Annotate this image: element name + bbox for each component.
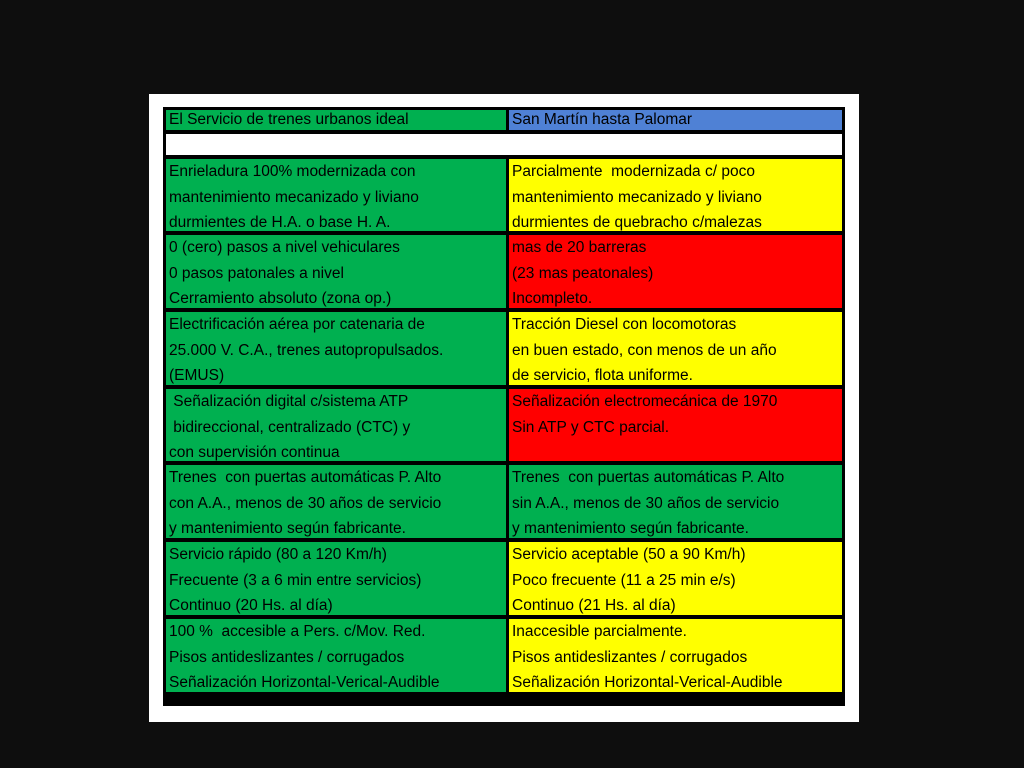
cell-text-line: Sin ATP y CTC parcial. bbox=[512, 418, 670, 436]
cell-text-line: Electrificación aérea por catenaria de bbox=[169, 316, 425, 333]
cell-text-line: de servicio, flota uniforme. bbox=[512, 367, 693, 385]
table-cell-right bbox=[509, 389, 842, 461]
table-cell-left bbox=[166, 619, 506, 692]
table-cell-right bbox=[509, 542, 842, 615]
cell-text-line: mantenimiento mecanizado y liviano bbox=[169, 188, 419, 206]
blank-row bbox=[166, 134, 842, 155]
table-cell-left bbox=[166, 542, 506, 615]
header-ideal-service: El Servicio de trenes urbanos ideal bbox=[166, 110, 506, 130]
table-cell-right bbox=[509, 619, 842, 692]
cell-text-line: 0 pasos patonales a nivel bbox=[169, 264, 344, 282]
cell-text-line: Parcialmente modernizada c/ poco bbox=[512, 163, 755, 180]
table-cell-right bbox=[509, 159, 842, 231]
cell-text-line: en buen estado, con menos de un año bbox=[512, 341, 777, 359]
cell-text-line: Tracción Diesel con locomotoras bbox=[512, 316, 737, 333]
cell-text-line: Enrieladura 100% modernizada con bbox=[169, 163, 416, 180]
cell-text-line: Incompleto. bbox=[512, 290, 593, 308]
cell-text-line: con A.A., menos de 30 años de servicio bbox=[169, 494, 442, 512]
cell-text-line: Señalización digital c/sistema ATP bbox=[169, 393, 409, 410]
cell-text-line: y mantenimiento según fabricante. bbox=[169, 520, 406, 538]
table-cell-left bbox=[166, 465, 506, 538]
cell-text-line: Pisos antideslizantes / corrugados bbox=[512, 648, 748, 666]
cell-text-line: 25.000 V. C.A., trenes autopropulsados. bbox=[169, 341, 444, 359]
cell-text-line: Pisos antideslizantes / corrugados bbox=[169, 648, 405, 666]
cell-text-line: mas de 20 barreras bbox=[512, 239, 647, 256]
cell-text-line: Continuo (20 Hs. al día) bbox=[169, 597, 333, 615]
table-cell-left bbox=[166, 235, 506, 308]
header-san-martin: San Martín hasta Palomar bbox=[509, 110, 842, 130]
cell-text-line: Inaccesible parcialmente. bbox=[512, 623, 687, 640]
cell-text-line: durmientes de quebracho c/malezas bbox=[512, 214, 762, 231]
cell-text-line: y mantenimiento según fabricante. bbox=[512, 520, 749, 538]
cell-text-line: mantenimiento mecanizado y liviano bbox=[512, 188, 762, 206]
cell-text-line: (EMUS) bbox=[169, 367, 225, 385]
table-cell-left bbox=[166, 159, 506, 231]
cell-text-line: con supervisión continua bbox=[169, 444, 340, 461]
table-cell-right bbox=[509, 235, 842, 308]
cell-text-line: Continuo (21 Hs. al día) bbox=[512, 597, 676, 615]
cell-text-line: 0 (cero) pasos a nivel vehiculares bbox=[169, 239, 400, 256]
table-cell-left bbox=[166, 312, 506, 385]
cell-text-line: Trenes con puertas automáticas P. Alto bbox=[512, 469, 785, 486]
table-cell-right bbox=[509, 465, 842, 538]
table-cell-left bbox=[166, 389, 506, 461]
cell-text-line: Señalización electromecánica de 1970 bbox=[512, 393, 778, 410]
slide bbox=[149, 94, 859, 722]
table-cell-right bbox=[509, 312, 842, 385]
cell-text-line: bidireccional, centralizado (CTC) y bbox=[169, 418, 411, 436]
cell-text-line: Poco frecuente (11 a 25 min e/s) bbox=[512, 571, 736, 589]
cell-text-line: Cerramiento absoluto (zona op.) bbox=[169, 290, 392, 308]
comparison-table bbox=[163, 107, 845, 706]
cell-text-line: 100 % accesible a Pers. c/Mov. Red. bbox=[169, 623, 426, 640]
cell-text-line: Frecuente (3 a 6 min entre servicios) bbox=[169, 571, 422, 589]
cell-text-line: (23 mas peatonales) bbox=[512, 264, 654, 282]
cell-text-line: Servicio aceptable (50 a 90 Km/h) bbox=[512, 546, 746, 563]
cell-text-line: Trenes con puertas automáticas P. Alto bbox=[169, 469, 442, 486]
cell-text-line: Señalización Horizontal-Verical-Audible bbox=[512, 674, 783, 692]
cell-text-line: Servicio rápido (80 a 120 Km/h) bbox=[169, 546, 387, 563]
cell-text-line: sin A.A., menos de 30 años de servicio bbox=[512, 494, 780, 512]
cell-text-line: durmientes de H.A. o base H. A. bbox=[169, 214, 391, 231]
cell-text-line: Señalización Horizontal-Verical-Audible bbox=[169, 674, 440, 692]
